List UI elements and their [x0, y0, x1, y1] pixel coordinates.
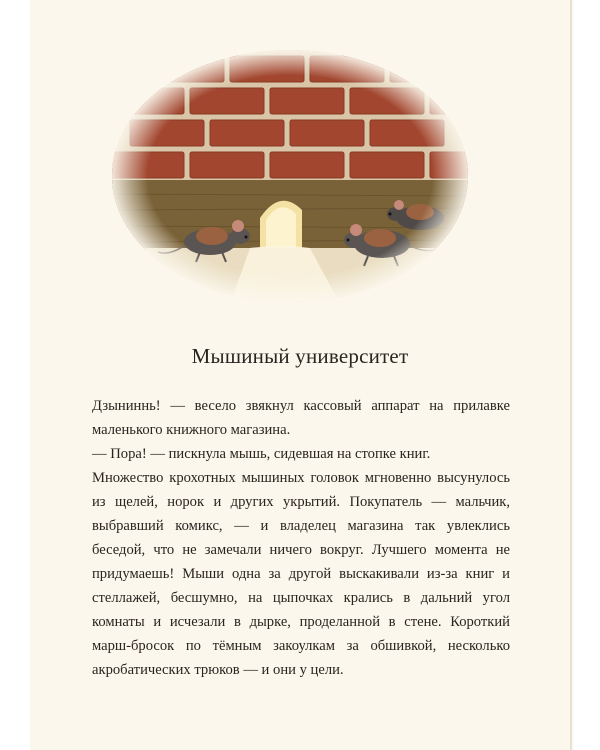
chapter-title: Мышиный университет [191, 344, 409, 368]
paragraph-2: — Пора! — пискнула мышь, сидевшая на стопке книг. [92, 446, 431, 462]
paragraph-3: Множество крохотных мышиных головок мгновенно высунулось из щелей, норок и других укрытий. Покупатель — мальчик, выбравший комикс, — и владелец магазина так увлеклись беседой, что не замечали ничего вокруг. Лучшего момента не придумаешь! Мыши одна за другой выскакивали из-за книг и стеллажей, бесшумно, на цыпочках крались в дальний угол комнаты и исчезали в дырке, проделанной в стене. Короткий марш-бросок по тёмным закоулкам за обшивкой, несколько акробатических трюков — и они у цели. [92, 470, 510, 678]
mouse-hole-illustration [110, 48, 470, 304]
chapter-body [92, 394, 510, 682]
paragraph-1: Дзыниннь! — весело звякнул кассовый аппарат на прилавке маленького книжного магазина. [92, 398, 510, 438]
page-edge [570, 0, 572, 750]
